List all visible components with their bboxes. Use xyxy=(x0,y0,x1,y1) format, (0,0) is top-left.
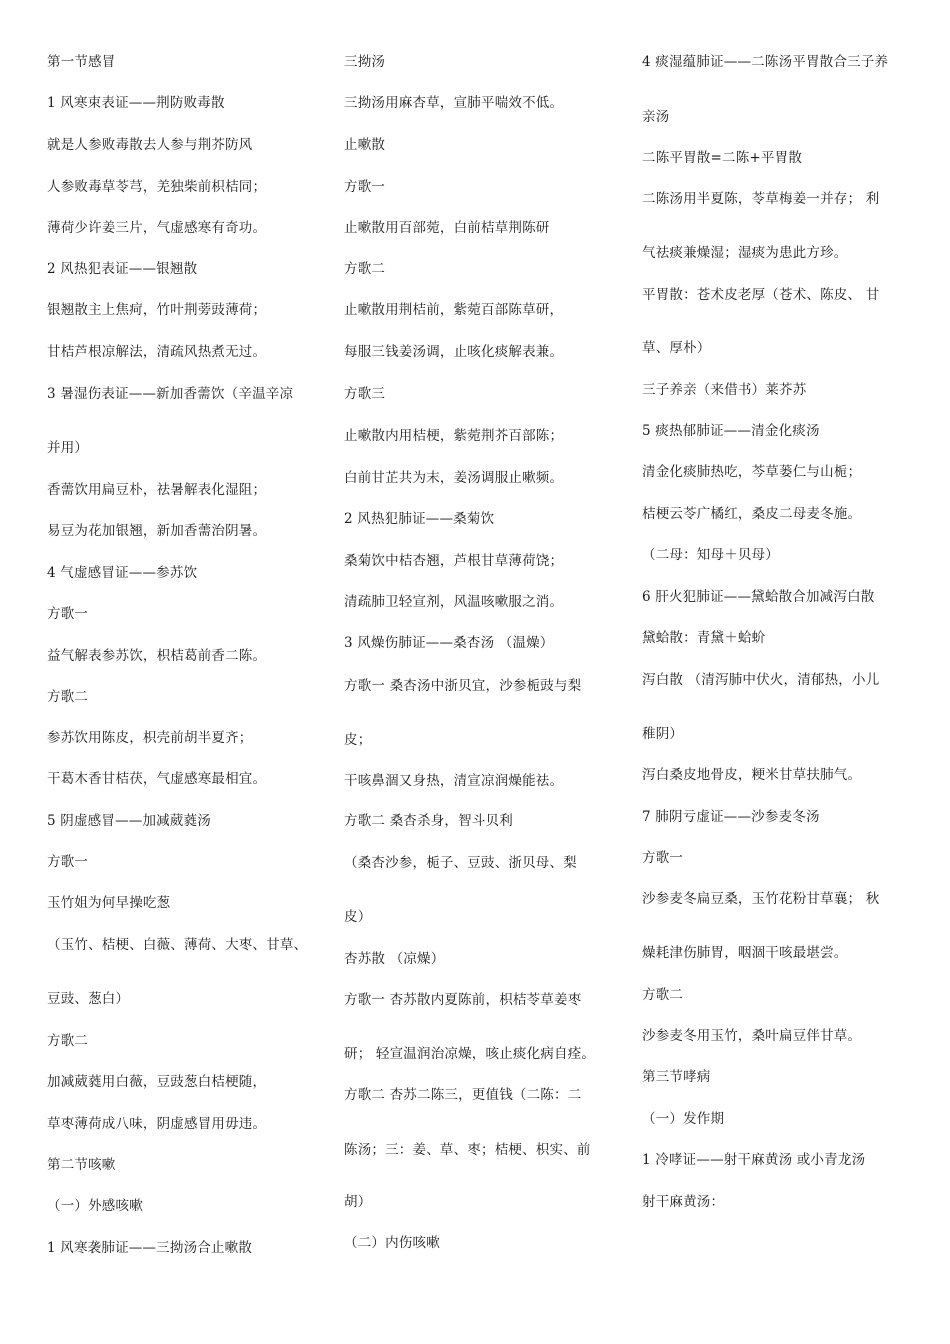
text-line: 泻白散 （清泻肺中伏火，清郁热，小儿 xyxy=(642,672,880,688)
text-line: 方歌一 xyxy=(642,850,684,866)
text-line: 桑菊饮中桔杏翘，芦根甘草薄荷饶； xyxy=(344,553,564,569)
text-line: 桔梗云苓广橘红，桑皮二母麦冬施。 xyxy=(642,506,862,522)
text-line: 香薷饮用扁豆朴，祛暑解表化湿阻； xyxy=(47,482,267,498)
text-line: 止嗽散用荆桔前，紫菀百部陈草研， xyxy=(344,302,564,318)
text-line: 3 暑湿伤表证——新加香薷饮（辛温辛凉 xyxy=(47,386,294,402)
text-line: 3 风燥伤肺证——桑杏汤 （温燥） xyxy=(344,635,554,651)
text-line: 人参败毒草苓芎，羌独柴前枳桔同； xyxy=(47,179,267,195)
text-line: （二母：知母＋贝母） xyxy=(642,547,779,563)
text-line: 白前甘芷共为末，姜汤调服止嗽频。 xyxy=(344,470,564,486)
text-line: 每服三钱姜汤调，止咳化痰解表兼。 xyxy=(344,344,564,360)
text-line: 1 风寒束表证——荆防败毒散 xyxy=(47,95,225,111)
text-line: 二陈汤用半夏陈，苓草梅姜一并存； 利 xyxy=(642,191,880,207)
text-line: 4 痰湿蕴肺证——二陈汤平胃散合三子养 xyxy=(642,54,889,70)
text-line: 沙参麦冬扁豆桑，玉竹花粉甘草襄； 秋 xyxy=(642,891,880,907)
text-line: 止嗽散内用桔梗，紫菀荆芥百部陈； xyxy=(344,428,564,444)
text-line: 皮； xyxy=(344,732,372,748)
text-line: 射干麻黄汤： xyxy=(642,1194,725,1210)
text-line: 止嗽散用百部菀，白前桔草荆陈研 xyxy=(344,220,550,236)
text-line: 杏苏散 （凉燥） xyxy=(344,951,445,967)
text-line: 第二节咳嗽 xyxy=(47,1157,116,1173)
text-line: 2 风热犯表证——银翘散 xyxy=(47,261,198,277)
text-line: 就是人参败毒散去人参与荆芥防风 xyxy=(47,137,253,153)
text-line: 玉竹姐为何早操吃葱 xyxy=(47,895,171,911)
text-line: 豆豉、葱白） xyxy=(47,991,130,1007)
text-line: 清金化痰肺热吃，芩草蒌仁与山栀； xyxy=(642,464,862,480)
text-line: 方歌一 杏苏散内夏陈前，枳桔苓草姜枣 xyxy=(344,992,582,1008)
text-line: 5 阴虚感冒——加减葳蕤汤 xyxy=(47,813,211,829)
text-line: 7 肺阴亏虚证——沙参麦冬汤 xyxy=(642,809,820,825)
text-line: 2 风热犯肺证——桑菊饮 xyxy=(344,511,495,527)
text-line: 清疏肺卫轻宣剂，风温咳嗽服之消。 xyxy=(344,594,564,610)
text-line: 第三节哮病 xyxy=(642,1069,711,1085)
text-line: （一）外感咳嗽 xyxy=(47,1198,143,1214)
text-line: （二）内伤咳嗽 xyxy=(344,1235,440,1251)
text-line: 陈汤；三：姜、草、枣；桔梗、枳实、前 xyxy=(344,1142,591,1158)
text-line: 泻白桑皮地骨皮，粳米甘草扶肺气。 xyxy=(642,767,862,783)
text-line: 三拗汤 xyxy=(344,54,386,70)
text-line: 方歌一 xyxy=(344,179,386,195)
text-line: 三拗汤用麻杏草，宣肺平喘效不低。 xyxy=(344,95,564,111)
text-line: 黛蛤散：青黛＋蛤蚧 xyxy=(642,630,766,646)
text-line: 稚阴） xyxy=(642,726,684,742)
text-line: 并用） xyxy=(47,440,89,456)
text-line: 方歌一 xyxy=(47,854,89,870)
text-line: 方歌二 xyxy=(47,689,89,705)
text-line: 方歌三 xyxy=(344,386,386,402)
text-line: 干咳鼻涸又身热，清宣凉润燥能祛。 xyxy=(344,773,564,789)
text-line: 沙参麦冬用玉竹，桑叶扁豆伴甘草。 xyxy=(642,1028,862,1044)
text-line: 银翘散主上焦疴，竹叶荆蒡豉薄荷； xyxy=(47,302,267,318)
text-line: 方歌一 桑杏汤中浙贝宜，沙参栀豉与梨 xyxy=(344,678,582,694)
text-line: 干葛木香甘桔茯，气虚感寒最相宜。 xyxy=(47,771,267,787)
text-line: 参苏饮用陈皮，枳壳前胡半夏齐； xyxy=(47,730,253,746)
text-line: 方歌二 桑杏杀身，智斗贝利 xyxy=(344,813,513,829)
text-line: 亲汤 xyxy=(642,109,670,125)
text-line: 胡） xyxy=(344,1194,372,1210)
text-line: 平胃散：苍术皮老厚（苍术、陈皮、 甘 xyxy=(642,287,880,303)
text-line: 方歌二 xyxy=(344,261,386,277)
text-line: 1 冷哮证——射干麻黄汤 或小青龙汤 xyxy=(642,1152,866,1168)
text-line: 草、厚朴） xyxy=(642,340,711,356)
text-line: 研； 轻宣温润治凉燥，咳止痰化病自痊。 xyxy=(344,1046,596,1062)
text-line: 甘桔芦根凉解法，清疏风热煮无过。 xyxy=(47,344,267,360)
text-line: 薄荷少许姜三片，气虚感寒有奇功。 xyxy=(47,220,267,236)
text-line: （桑杏沙参，栀子、豆豉、浙贝母、梨 xyxy=(344,855,577,871)
text-line: 止嗽散 xyxy=(344,137,386,153)
text-line: 第一节感冒 xyxy=(47,54,116,70)
text-line: 皮） xyxy=(344,909,372,925)
text-line: 方歌二 杏苏二陈三，更值钱（二陈：二 xyxy=(344,1087,582,1103)
text-line: 草枣薄荷成八味，阴虚感冒用毋违。 xyxy=(47,1116,267,1132)
text-line: 1 风寒袭肺证——三拗汤合止嗽散 xyxy=(47,1240,253,1256)
text-line: 气祛痰兼燥湿；湿痰为患此方珍。 xyxy=(642,245,848,261)
text-line: 益气解表参苏饮，枳桔葛前香二陈。 xyxy=(47,648,267,664)
text-line: 二陈平胃散=二陈+平胃散 xyxy=(642,150,803,166)
text-line: 方歌二 xyxy=(642,987,684,1003)
text-line: 4 气虚感冒证——参苏饮 xyxy=(47,565,198,581)
text-line: 燥耗津伤肺胃，咽涸干咳最堪尝。 xyxy=(642,945,848,961)
text-line: 5 痰热郁肺证——清金化痰汤 xyxy=(642,423,820,439)
text-line: 6 肝火犯肺证——黛蛤散合加减泻白散 xyxy=(642,589,875,605)
text-line: 方歌一 xyxy=(47,606,89,622)
text-line: 易豆为花加银翘，新加香薷治阴暑。 xyxy=(47,523,267,539)
text-line: 加减葳蕤用白薇，豆豉葱白桔梗随， xyxy=(47,1074,267,1090)
text-line: 三子养亲（来借书）莱芥苏 xyxy=(642,382,807,398)
text-line: （玉竹、桔梗、白薇、薄荷、大枣、甘草、 xyxy=(47,937,308,953)
text-line: （一）发作期 xyxy=(642,1111,725,1127)
text-line: 方歌二 xyxy=(47,1033,89,1049)
